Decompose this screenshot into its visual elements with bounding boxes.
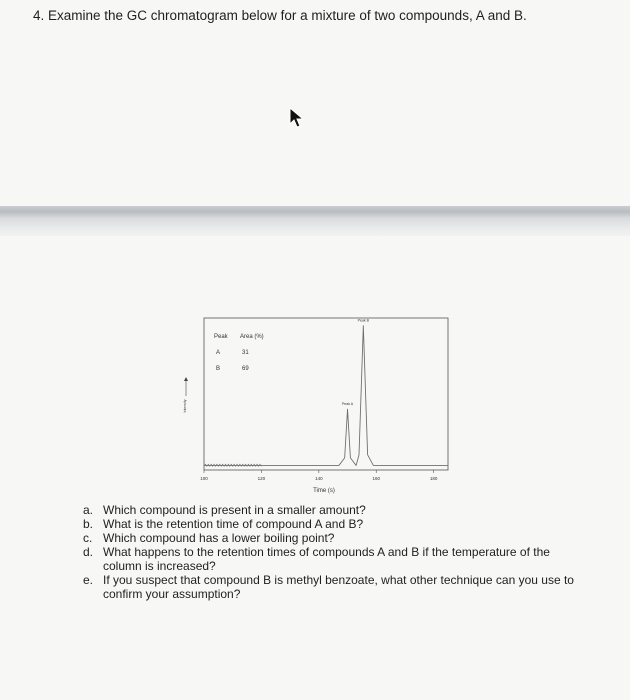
x-tick-label: 160 [372, 476, 380, 481]
chromatogram-plot [176, 316, 436, 506]
cursor-arrow-icon [288, 106, 306, 128]
sub-question: a. Which compound is present in a smaller amount? [83, 503, 366, 517]
sub-question: e. If you suspect that compound B is methyl benzoate, what other technique can you use to confirm your assumption? [83, 573, 574, 601]
y-axis-label: Intensity [183, 399, 187, 413]
y-axis-arrowhead [184, 377, 188, 381]
page-divider [0, 206, 630, 236]
x-tick-label: 180 [429, 476, 438, 481]
sub-question: c. Which compound has a lower boiling point? [83, 531, 335, 545]
peak-table-cell-peak: B [216, 366, 221, 372]
peak-table-header-peak: Peak [214, 334, 228, 340]
x-tick-label: 100 [200, 476, 208, 481]
peak-table-header-area: Area (%) [240, 334, 264, 340]
plot-frame [204, 318, 448, 470]
x-axis-label: Time (s) [313, 488, 335, 494]
question-title: 4. Examine the GC chromatogram below for a mixture of two compounds, A and B. [33, 8, 527, 23]
gc-chromatogram [176, 316, 436, 506]
sub-question: d. What happens to the retention times of compounds A and B if the temperature of the column is increased? [83, 545, 550, 573]
peak-label: Peak A [341, 402, 354, 407]
chromatogram-line [204, 326, 448, 466]
x-tick-label: 120 [257, 476, 266, 481]
sub-question: b. What is the retention time of compound A and B? [83, 517, 364, 531]
peak-table-cell-peak: A [216, 350, 221, 356]
peak-table-cell-area: 31 [242, 350, 249, 356]
sub-question-list [83, 503, 583, 601]
peak-table-cell-area: 69 [242, 366, 249, 372]
x-tick-label: 140 [315, 476, 323, 481]
peak-label: Peak B [357, 318, 369, 323]
